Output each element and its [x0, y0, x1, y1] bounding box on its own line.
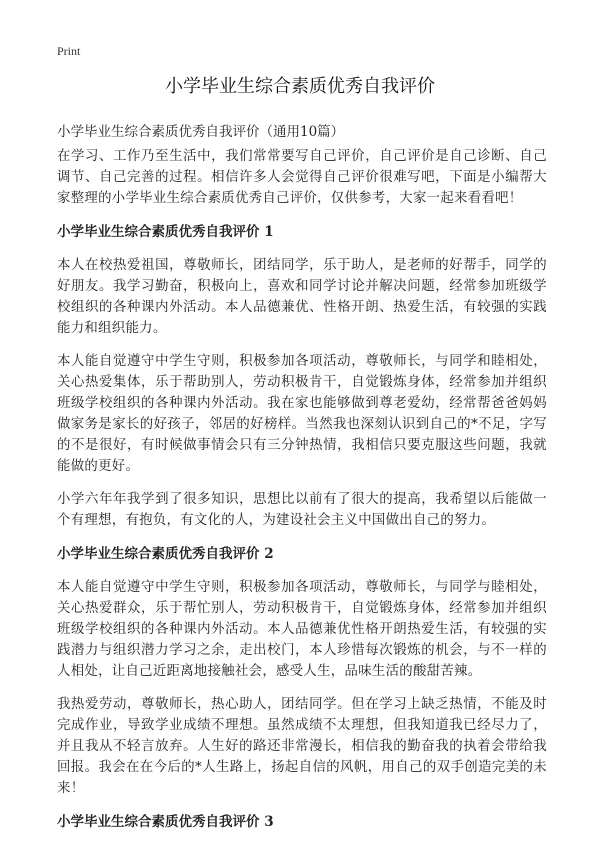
section-heading-3: 小学毕业生综合素质优秀自我评价 3: [57, 814, 274, 830]
print-link[interactable]: Print: [57, 44, 81, 58]
page-title: 小学毕业生综合素质优秀自我评价: [165, 76, 435, 97]
intro-paragraph: 在学习、工作乃至生活中，我们常常要写自己评价，自己评价是自己诊断、自己调节、自己完善的过程。相信许多人会觉得自己评价很难写吧，下面是小编帮大家整理的小学毕业生综合素质优秀自己评价，仅供参考，大家一起来看看吧！: [57, 149, 547, 206]
section-2-paragraph-2: 我热爱劳动，尊敬师长，热心助人，团结同学。但在学习上缺乏热情，不能及时完成作业，导致学业成绩不理想。虽然成绩不太理想，但我知道我已经尽力了，并且我从不轻言放弃。人生好的路还非常漫长，相信我的勤奋我的执着会带给我回报。我会在在今后的*人生路上，扬起自信的风帆，用自己的双手创造完美的未来！: [57, 697, 547, 796]
article-subtitle: 小学毕业生综合素质优秀自我评价（通用10篇）: [57, 124, 345, 140]
section-1-paragraph-3: 小学六年年我学到了很多知识，思想比以前有了很大的提高，我希望以后能做一个有理想，有抱负，有文化的人，为建设社会主义中国做出自己的努力。: [57, 492, 547, 528]
section-heading-1: 小学毕业生综合素质优秀自我评价 1: [57, 224, 274, 240]
section-2-paragraph-1: 本人能自觉遵守中学生守则，积极参加各项活动，尊敬师长，与同学与睦相处，关心热爱群众，乐于帮忙别人，劳动积极肯干，自觉锻炼身体，经常参加并组织班级学校组织的各种课内外活动。本人品德兼优性格开朗热爱生活，有较强的实践潜力与组织潜力学习之余，走出校门，本人珍惜每次锻炼的机会，与不一样的人相处，让自己近距离地接触社会，感受人生，品味生活的酸甜苦辣。: [57, 580, 547, 679]
section-1-paragraph-2: 本人能自觉遵守中学生守则，积极参加各项活动，尊敬师长，与同学和睦相处，关心热爱集体，乐于帮助别人，劳动积极肯干，自觉锻炼身体，经常参加并组织班级学校组织的各种课内外活动。我在家也能够做到尊老爱幼，经常帮爸爸妈妈做家务是家长的好孩子，邻居的好榜样。当然我也深刻认识到自己的*不足，字写的不是很好，有时候做事情会只有三分钟热情，我相信只要克服这些问题，我就能做的更好。: [57, 354, 547, 474]
section-1-paragraph-1: 本人在校热爱祖国，尊敬师长，团结同学，乐于助人，是老师的好帮手，同学的好朋友。我学习勤奋，积极向上，喜欢和同学讨论并解决问题，经常参加班级学校组织的各种课内外活动。本人品德兼优、性格开朗、热爱生活，有较强的实践能力和组织能力。: [57, 258, 547, 336]
article-body: [57, 146, 547, 845]
section-heading-2: 小学毕业生综合素质优秀自我评价 2: [57, 546, 274, 562]
